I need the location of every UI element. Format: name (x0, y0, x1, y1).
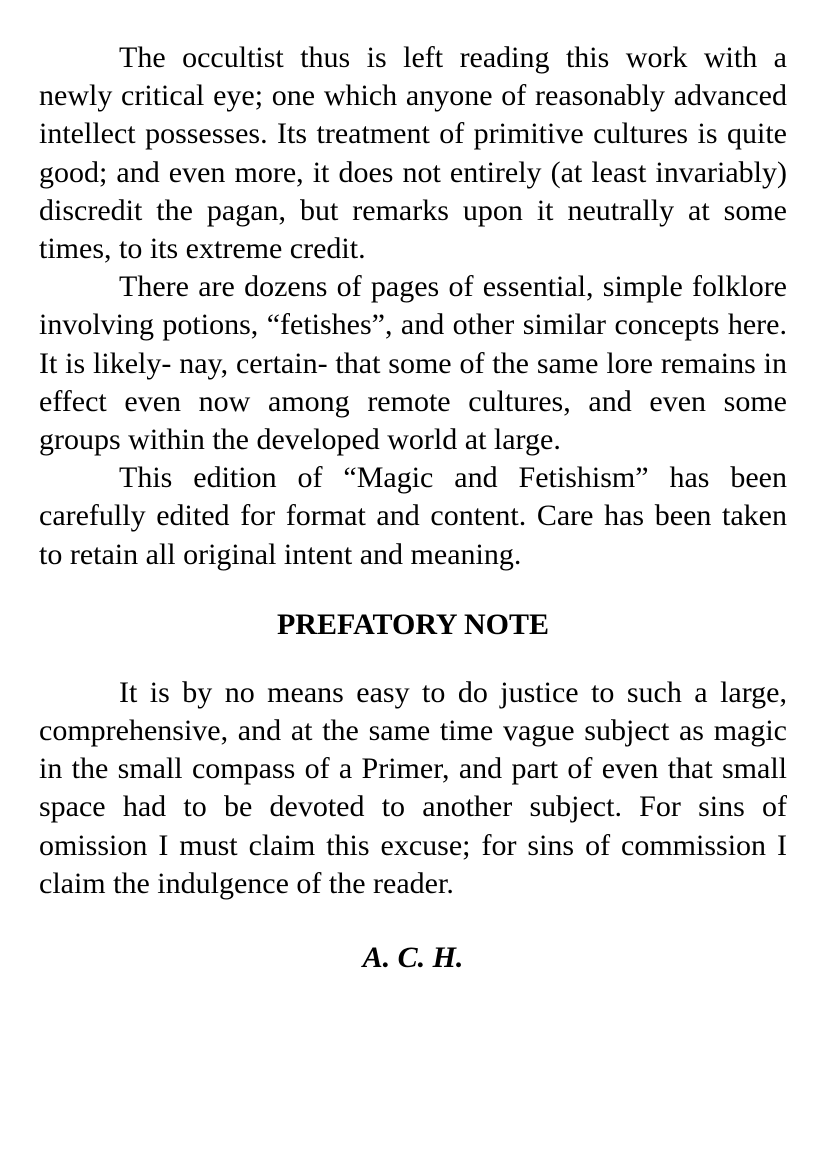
intro-paragraph-3: This edition of “Magic and Fetishism” has been carefully edited for format and content. Care has been taken to retain all original intent and meaning. (39, 461, 787, 571)
prefatory-note-heading: PREFATORY NOTE (276, 607, 550, 641)
prefatory-note-paragraph: It is by no means easy to do justice to such a large, comprehensive, and at the same time vague subject as magic in the small compass of a Primer, and part of even that small space had to be devoted to another subject. For sins of omission I must claim this excuse; for sins of commission I claim the indulgence of the reader. (39, 675, 787, 900)
intro-paragraph-2: There are dozens of pages of essential, simple folklore involving potions, “fetishes”, and other similar concepts here. It is likely- nay, certain- that some of the same lore remains in effect even now among remote cultures, and even some groups within the developed world at large. (39, 270, 787, 457)
intro-paragraph-1: The occultist thus is left reading this work with a newly critical eye; one which anyone of reasonably advanced intellect possesses. Its treatment of primitive cultures is quite good; and even more, it does not entirely (at least invariably) discredit the pagan, but remarks upon it neutrally at some times, to its extreme credit. (39, 41, 787, 266)
author-signature: A. C. H. (362, 941, 464, 975)
document-page (39, 39, 787, 977)
